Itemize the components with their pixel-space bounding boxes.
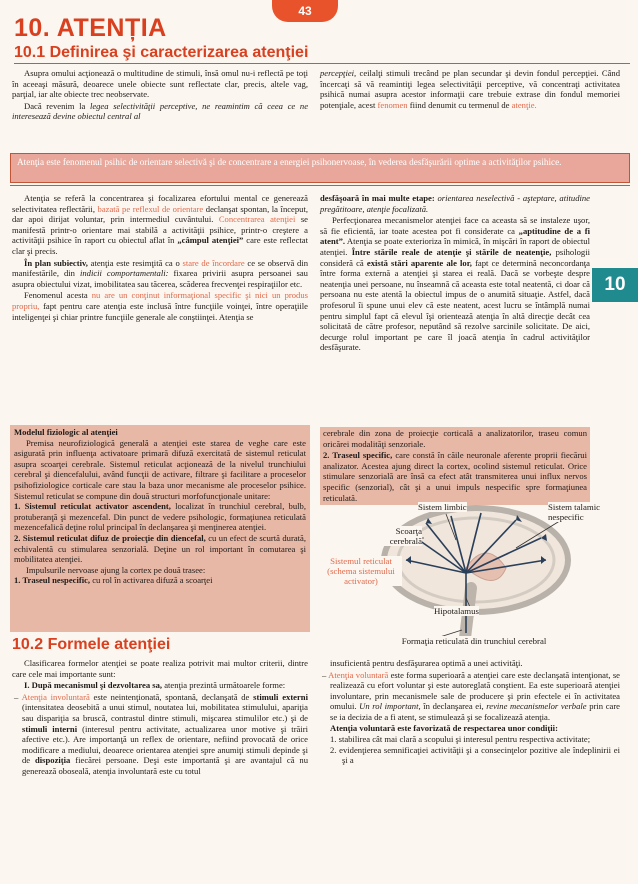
intro-left-column bbox=[12, 68, 308, 123]
label-thalamic: Sistem talamic nespecific bbox=[548, 502, 630, 522]
list-item: – Atenţia involuntară este neintenţionată, spontană, declanşată de stimuli externi (intensitatea deosebită a unui stimul, noutatea lui, mobilitatea stimulului, apariţia sau dispariţia sa bruscă, contrastul dintre stimuli, mişcarea stimulilor etc.) şi de stimuli interni (interesul pentru activitate, actualizarea unor motive şi trăiri afective etc.). Are importanţă un reflex de orientare, nefiind provocată de orice modificare a mediului, deoarece orientarea atenţiei spre anumiţi stimuli depinde şi de dispoziţia fiecărei persoane. Deşi este importantă şi are avantajul că nu generează oboseală, atenţia involuntară este cu totul bbox=[14, 691, 309, 776]
label-formation: Formaţia reticulată din trunchiul cerebral bbox=[316, 636, 632, 646]
middle-right-column bbox=[320, 193, 590, 354]
panel-continuation bbox=[320, 427, 590, 505]
divider bbox=[14, 63, 630, 64]
list-item: 2. evidenţierea semnificaţiei activităţii şi a consecinţelor pozitive ale îndeplinirii ei şi a bbox=[330, 744, 620, 766]
paragraph: desfăşoară în mai multe etape: orientarea neselectivă - aşteptare, atitudine pregătitoare, atenţie focalizată. bbox=[320, 193, 590, 214]
middle-left-column bbox=[12, 193, 308, 323]
paragraph: Fenomenul acesta nu are un conţinut informaţional specific şi nici un produs propriu, fapt pentru care atenţia este inclusă între funcţiile voinţei, între operaţiile inteligenţei şi chiar printre funcţiile generale ale conştiinţei. Atenţia se bbox=[12, 290, 308, 322]
label-hypothalamus: Hipotalamus bbox=[434, 606, 479, 616]
intro-right-column bbox=[320, 68, 620, 111]
brain-diagram bbox=[316, 498, 632, 650]
paragraph: Perfecţionarea mecanismelor atenţiei face ca aceasta să se instaleze uşor, să fie eficientă, iar toate acestea pot fi considerate ca „aptitudine de a fi atent”. Atenţia se poate exterioriza în mimică, în mişcări în raport de obiectul atenţiei. Între stările reale de atenţie şi stările de neatenţie, psihologii consideră că există stări aparente ale lor, fapt ce determină neconcordanţa între forma externă a atenţiei şi starea ei reală. Dacă se vorbeşte despre neatenţia unei persoane, nu înseamnă că aceasta este total neatentă, ci doar că persoana nu este atentă la obiectul impus de o anumită situaţie. Astfel, dacă profesorul îi spune unui elev că este neatent, acest lucru se întâmplă numai pentru simplul fapt că elevul îşi orientează atenţia în altă direcţie decât cea solicitată de către profesor, neputând să rezolve sarcinile solicitate. De aici, decurge rolul important pe care îl joacă atenţia în cadrul activităţilor desfăşurate. bbox=[320, 215, 590, 353]
paragraph: percepţiei, ceilalţi stimuli trecând pe plan secundar şi devin fondul percepţiei. Când încercaţi să vă reamintiţi legea selectivităţii perceptive, vă concentraţi activitatea psihică numai asupra acestor informaţii care trebuie extrase din fondul memoriei potenţiale, acest fenomen fiind denumit cu termenul de atenţie. bbox=[320, 68, 620, 110]
label-limbic: Sistem limbic bbox=[418, 502, 467, 512]
paragraph: I. După mecanismul şi dezvoltarea sa, atenţia prezintă următoarele forme: bbox=[24, 680, 286, 691]
paragraph: Asupra omului acţionează o multitudine de stimuli, însă omul nu-i reflectă pe toţi în aceeaşi măsură, deoarece unele obiecte sunt reflectate clar, precis, altele vag, parţial, iar alte obiecte trec neobservate. bbox=[12, 68, 308, 100]
paragraph: 1. Traseul nespecific, cu rol în activarea difuză a scoarţei bbox=[14, 575, 213, 586]
conditions-list bbox=[320, 734, 620, 766]
forms-right-column bbox=[320, 658, 620, 766]
list-item: 1. stabilirea cât mai clară a scopului şi interesul pentru respectiva activitate; bbox=[330, 734, 591, 745]
paragraph: În plan subiectiv, atenţia este resimţită ca o stare de încordare ce se observă din manifestările, din indicii comportamentali: fixarea privirii asupra persoanei sau asupra obiectului vizat, imobilitatea sau tăcerea, scăderea frecvenţei respiraţiilor etc. bbox=[12, 257, 309, 289]
physiological-model-panel bbox=[10, 425, 310, 632]
paragraph: insuficientă pentru desfăşurarea optimă a unei activităţi. bbox=[330, 658, 523, 668]
chapter-title: 10. ATENȚIA bbox=[14, 14, 167, 42]
paragraph: 2. Traseul specific, care constă în căile neuronale aferente proprii fiecărui analizator. Acestea ajung direct la cortex, ocolind sistemul reticulat. Orice stimulare senzorială are însă ca efect atât transmiterea unui influx nervos specific (senzorial), cât şi a unui impuls nespecific spre formaţiunea reticulată. bbox=[323, 450, 587, 503]
definition-box: Atenţia este fenomenul psihic de orientare selectivă şi de concentrare a energiei psihonervoase, în vederea desfăşurării optime a activităţilor psihice. bbox=[10, 153, 630, 183]
label-cortex: Scoarţa cerebrală bbox=[364, 526, 422, 546]
chapter-tab: 10 bbox=[592, 268, 638, 302]
paragraph: Clasificarea formelor atenţiei se poate realiza potrivit mai multor criterii, dintre care cele mai importante sunt: bbox=[12, 658, 308, 679]
paragraph: Atenţia voluntară este favorizată de respectarea unor condiţii: bbox=[330, 722, 558, 733]
paragraph: Atenţia se referă la concentrarea şi focalizarea efortului mental ce generează selectivitatea reflectării, bazată pe reflexul de orientare declanşat spontan, la început, dar apoi dirijat voluntar, prin intermediul cuvântului. Concentrarea atenţiei se manifestă printr-o orientare mai stabilă a activităţii psihice, printr-o creştere a activităţii psihice în raport cu obiectul aflat în „câmpul atenţiei” care este reflectat clar şi precis. bbox=[12, 193, 309, 256]
list-item: – Atenţia voluntară este forma superioară a atenţiei care este declanşată intenţionat, se realizează cu efort voluntar şi este autoreglată conştient. Ea este superioară atenţiei involuntare, prin mecanismele sale de producere şi prin efectele ei în activitatea omului. Un rol important, în declanşarea ei, revine mecanismelor verbale prin care se ia decizia de a fi atent, se stimulează şi se focalizează atenţia. bbox=[322, 669, 620, 722]
paragraph: Dacă revenim la legea selectivităţii perceptive, ne reamintim că ceea ce ne interesează devine obiectul central al bbox=[12, 100, 309, 122]
paragraph: 2. Sistemul reticulat difuz de proiecţie din diencefal, cu un efect de scurtă durată, echivalentă cu stimularea senzorială. Deţine un rol important în comutarea şi mobilitatea atenţiei. bbox=[14, 532, 306, 565]
paragraph: Impulsurile nervoase ajung la cortex pe două trasee: bbox=[26, 564, 206, 575]
forms-list bbox=[12, 692, 308, 777]
label-reticular: Sistemul reticulat (schema sistemului activator) bbox=[320, 556, 402, 586]
section-title-2: 10.2 Formele atenţiei bbox=[12, 636, 171, 653]
section-title-1: 10.1 Definirea şi caracterizarea atenţiei bbox=[14, 44, 309, 61]
page-number: 43 bbox=[272, 0, 338, 22]
paragraph: cerebrale din zona de proiecţie corticală a analizatorilor, traseu comun oricărei modalităţi senzoriale. bbox=[323, 428, 587, 449]
panel-title: Modelul fiziologic al atenţiei bbox=[14, 427, 118, 437]
forms-list bbox=[320, 670, 620, 723]
forms-left-column bbox=[12, 658, 308, 777]
paragraph: Premisa neurofiziologică generală a atenţiei este starea de veghe care este asigurată prin influenţa activatoare primară difuză exercitată de sistemul reticulat asupra scoarţei cerebrale. Sistemul reticulat acţionează de la nivelul trunchiului cerebral şi diencefalului, având funcţii de activare, filtrare şi facilitare a proceselor psihofiziologice corticale care stau la baza unor mecanisme ale proceselor psihice. Sistemul reticulat se compune din două structuri morfofuncţionale unitare: bbox=[14, 437, 306, 501]
paragraph: 1. Sistemul reticulat activator ascendent, localizat în trunchiul cerebral, bulb, protuberanţă şi mezencefal. Din punct de vedere psihologic, formaţiunea reticulată mezencefalică deţine rolul principal în declanşarea şi menţinerea atenţiei. bbox=[14, 501, 306, 533]
divider bbox=[10, 185, 630, 186]
